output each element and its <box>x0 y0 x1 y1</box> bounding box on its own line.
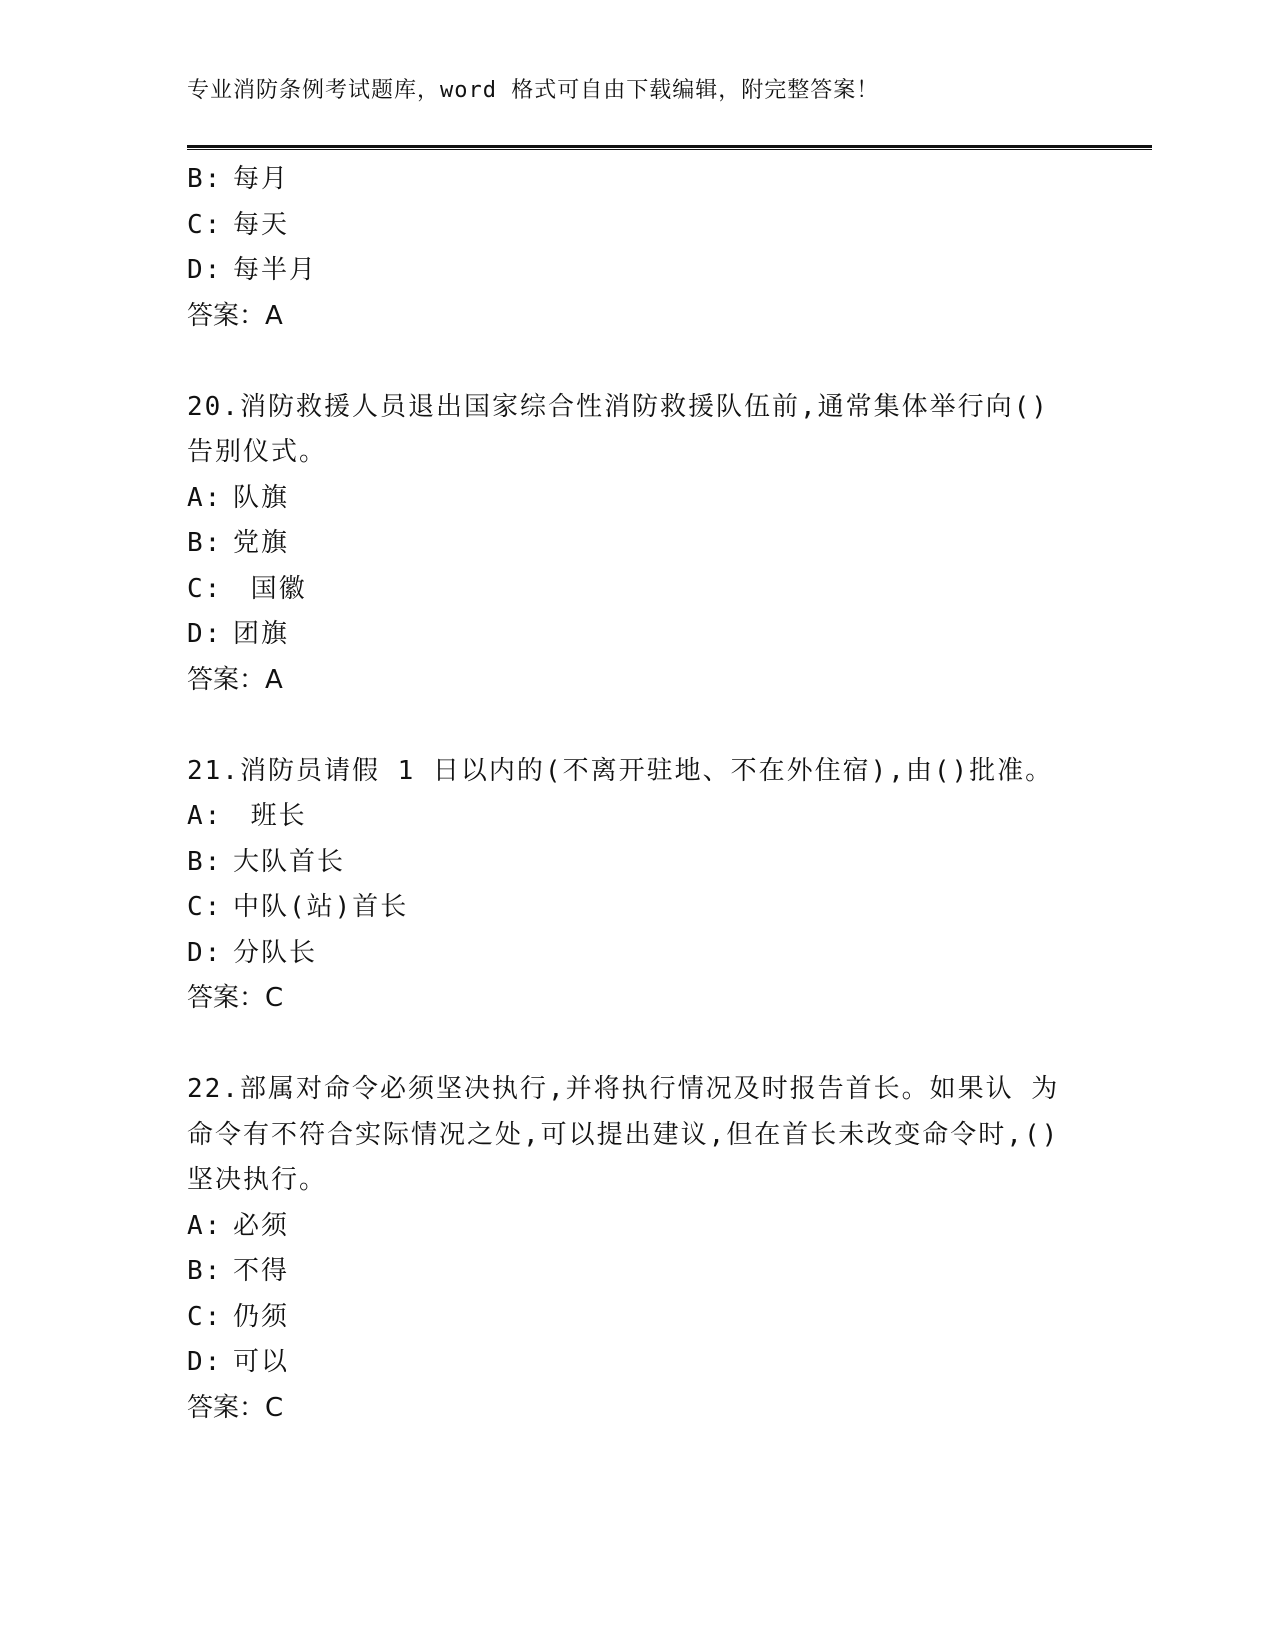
question-text: 22.部属对命令必须坚决执行,并将执行情况及时报告首长。如果认 为 <box>187 1074 1060 1104</box>
question-20 <box>187 385 1087 704</box>
option-a: A: 必须 <box>187 1210 290 1241</box>
option-c: C: 每天 <box>187 209 290 240</box>
option-a: A: 班长 <box>187 801 307 831</box>
answer: 答案：A <box>187 300 283 331</box>
option-d: D: 团旗 <box>187 619 290 649</box>
question-text: 命令有不符合实际情况之处,可以提出建议,但在首长未改变命令时,() <box>187 1119 1060 1150</box>
page-header: 专业消防条例考试题库，word 格式可自由下载编辑，附完整答案！ <box>187 78 880 103</box>
option-d: D: 每半月 <box>187 255 318 285</box>
question-text: 坚决执行。 <box>187 1165 328 1195</box>
question-text: 20.消防救援人员退出国家综合性消防救援队伍前,通常集体举行向() <box>187 391 1049 422</box>
answer: 答案：C <box>187 983 284 1013</box>
answer: 答案：C <box>187 1392 284 1423</box>
option-b: B: 党旗 <box>187 528 290 558</box>
question-list <box>187 157 1087 1431</box>
answer: 答案：A <box>187 664 283 695</box>
option-b: B: 大队首长 <box>187 846 346 877</box>
question-22 <box>187 1067 1087 1431</box>
question-21 <box>187 749 1087 1022</box>
option-d: D: 可以 <box>187 1347 290 1377</box>
question-text: 21.消防员请假 1 日以内的(不离开驻地、不在外住宿),由()批准。 <box>187 755 1054 786</box>
option-b: B: 每月 <box>187 164 290 194</box>
option-b: B: 不得 <box>187 1256 290 1286</box>
question-fragment <box>187 157 1087 339</box>
option-c: C: 国徽 <box>187 573 307 604</box>
option-a: A: 队旗 <box>187 482 290 513</box>
question-text: 告别仪式。 <box>187 437 328 467</box>
header-divider <box>187 145 1152 150</box>
option-d: D: 分队长 <box>187 937 318 968</box>
option-c: C: 仍须 <box>187 1301 290 1332</box>
option-c: C: 中队(站)首长 <box>187 892 409 922</box>
